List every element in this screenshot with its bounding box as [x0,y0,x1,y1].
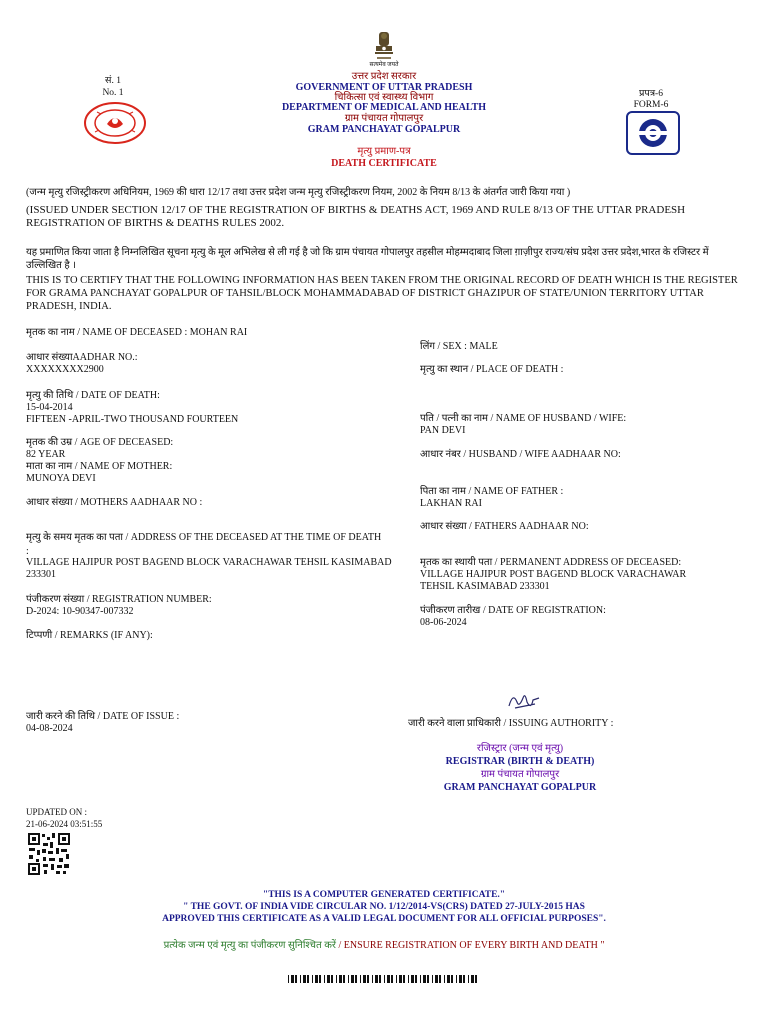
registrar-title-hi: रजिस्ट्रार (जन्म एवं मृत्यु) [476,743,564,754]
ensure-registration-hi: प्रत्येक जन्म एवं मृत्यु का पंजीकरण सुनिश्चित करें [163,940,337,951]
updated-on-label: UPDATED ON : [26,807,88,817]
age-label: मृतक की उम्र / AGE OF DECEASED: [26,437,174,448]
computer-generated-note: "THIS IS A COMPUTER GENERATED CERTIFICATE." [262,890,506,900]
up-government-seal-icon [83,102,147,144]
issuing-authority-label: जारी करने वाला प्राधिकारी / ISSUING AUTHORITY : [408,718,614,729]
barcode-icon [288,970,480,978]
address-colon: : [26,546,29,557]
remarks-label: टिप्पणी / REMARKS (IF ANY): [26,630,153,641]
authority-panchayat: GRAM PANCHAYAT GOPALPUR [443,782,597,793]
ensure-registration-note [60,940,708,952]
authority-panchayat-hi: ग्राम पंचायत गोपालपुर [480,769,560,780]
national-emblem-icon [372,30,396,64]
registration-number-value: D-2024: 10-90347-007332 [26,606,134,617]
aadhar-label: आधार संख्याAADHAR NO.: [26,352,138,363]
mother-name-label: माता का नाम / NAME OF MOTHER: [26,461,173,472]
serial-number: No. 1 [102,88,124,98]
state-title: GOVERNMENT OF UTTAR PRADESH [295,82,473,93]
mother-aadhaar-label: आधार संख्या / MOTHERS AADHAAR NO : [26,497,203,508]
ensure-registration-en: / ENSURE REGISTRATION OF EVERY BIRTH AND DEATH " [336,940,605,951]
circular-note: " THE GOVT. OF INDIA VIDE CIRCULAR NO. 1/12/2014-VS(CRS) DATED 27-JULY-2015 HAS [183,902,585,912]
emblem-motto: सत्यमेव जयते [369,62,399,68]
dept-title-hi: चिकित्सा एवं स्वास्थ्य विभाग [334,92,434,103]
spouse-name-value: PAN DEVI [420,425,466,436]
serial-number-hi: सं. 1 [105,76,121,86]
panchayat-title: GRAM PANCHAYAT GOPALPUR [307,124,461,135]
permanent-address-value: VILLAGE HAJIPUR POST BAGEND BLOCK VARACHAWAR TEHSIL KASIMABAD 233301 [420,569,687,592]
crs-logo-icon [626,111,680,155]
spouse-aadhaar-label: आधार नंबर / HUSBAND / WIFE AADHAAR NO: [420,449,621,460]
aadhar-value: XXXXXXXX2900 [26,364,104,375]
registration-date-value: 08-06-2024 [420,617,467,628]
deceased-name: मृतक का नाम / NAME OF DECEASED : MOHAN RAI [26,327,248,338]
registration-date-label: पंजीकरण तारीख / DATE OF REGISTRATION: [420,605,606,616]
certify-text: THIS IS TO CERTIFY THAT THE FOLLOWING INFORMATION HAS BEEN TAKEN FROM THE ORIGINAL RECORD OF DEATH WHICH IS THE REGISTER FOR GRAMA PANCHAYAT GOPALPUR OF TAHSIL/BLOCK MOHAMMADABAD OF DISTRICT GHAZIPUR OF STATE/UNION TERRITORY UTTAR PRADESH, INDIA. [26,275,738,312]
date-of-death-words: FIFTEEN -APRIL-TWO THOUSAND FOURTEEN [26,414,239,425]
date-of-issue-value: 04-08-2024 [26,723,73,734]
certificate-title: DEATH CERTIFICATE [331,158,437,169]
sex-field: लिंग / SEX : MALE [420,341,498,352]
spouse-name-label: पति / पत्नी का नाम / NAME OF HUSBAND / WIFE: [420,413,627,424]
form-number-hi: प्रपत्र-6 [639,89,663,99]
issued-under: (ISSUED UNDER SECTION 12/17 OF THE REGISTRATION OF BIRTHS & DEATHS ACT, 1969 AND RULE 8/13 OF THE UTTAR PRADESH REGISTRATION OF BIRTHS & DEATHS RULES 2002. [26,204,686,229]
certify-text-hi: यह प्रमाणित किया जाता है निम्नलिखित सूचना मृत्यु के मूल अभिलेख से ली गई है जो कि ग्राम पंचायत गोपालपुर तहसील मोहम्मदाबाद जिला ग़ाज़ीपुर राज्य/संघ प्रदेश उत्तर प्रदेश,भारत के रजिस्टर में उल्लिखित है । [26,247,709,271]
registration-number-label: पंजीकरण संख्या / REGISTRATION NUMBER: [26,594,212,605]
date-of-issue-label: जारी करने की तिथि / DATE OF ISSUE : [26,711,180,722]
panchayat-title-hi: ग्राम पंचायत गोपालपुर [344,113,424,124]
form-number: FORM-6 [633,100,669,110]
father-name-value: LAKHAN RAI [420,498,482,509]
mother-name-value: MUNOYA DEVI [26,473,96,484]
issued-under-hi: (जन्म मृत्यु रजिस्ट्रीकरण अधिनियम, 1969 की धारा 12/17 तथा उत्तर प्रदेश जन्म मृत्यु रजिस्ट्रीकरण नियम, 2002 के नियम 8/13 के अंतर्गत जारी किया गया ) [26,187,571,198]
registrar-title: REGISTRAR (BIRTH & DEATH) [445,756,595,767]
date-of-death-label: मृत्यु की तिथि / DATE OF DEATH: [26,390,160,401]
certificate-title-hi: मृत्यु प्रमाण-पत्र [357,146,411,157]
dept-title: DEPARTMENT OF MEDICAL AND HEALTH [281,102,487,113]
address-label: मृत्यु के समय मृतक का पता / ADDRESS OF THE DECEASED AT THE TIME OF DEATH [26,532,382,543]
address-value: VILLAGE HAJIPUR POST BAGEND BLOCK VARACHAWAR TEHSIL KASIMABAD 233301 [26,557,392,580]
approved-note: APPROVED THIS CERTIFICATE AS A VALID LEGAL DOCUMENT FOR ALL OFFICIAL PURPOSES". [162,914,606,924]
father-name-label: पिता का नाम / NAME OF FATHER : [420,486,564,497]
signature-icon [505,688,545,714]
qr-code-icon [26,831,72,877]
place-of-death-label: मृत्यु का स्थान / PLACE OF DEATH : [420,364,564,375]
date-of-death-value: 15-04-2014 [26,402,73,413]
father-aadhaar-label: आधार संख्या / FATHERS AADHAAR NO: [420,521,589,532]
state-title-hi: उत्तर प्रदेश सरकार [351,71,417,82]
permanent-address-label: मृतक का स्थायी पता / PERMANENT ADDRESS OF DECEASED: [420,557,682,568]
updated-on-value: 21-06-2024 03:51:55 [26,819,103,829]
age-value: 82 YEAR [26,449,66,460]
